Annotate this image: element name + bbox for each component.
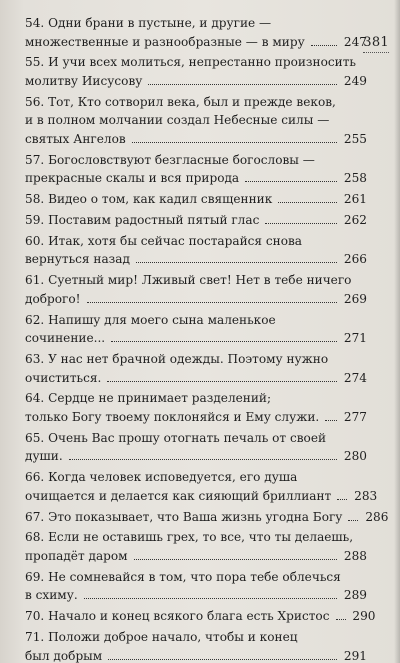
toc-entry-last-line [25,647,367,663]
toc-entry-last-line [25,487,378,506]
toc-entry-title-line: святых Ангелов [25,131,126,146]
toc-entry-title-line: 62. Напишу для моего сына маленькое [25,312,276,327]
toc-entry-title-line: 60. Итак, хотя бы сейчас постарайся снова [25,233,303,248]
toc-entry-title-line: был добрым [25,648,103,663]
toc-entry-title-line: 58. Видео о том, как кадил священник [25,192,273,207]
toc-entry-title-line: 69. Не сомневайся в том, что пора тебе облечься [25,569,341,584]
dot-leader [148,84,337,85]
dot-leader [136,262,337,263]
toc-entry [25,190,367,209]
toc-entry-page: 262 [343,212,367,227]
dot-leader [265,223,337,224]
dot-leader [348,520,358,521]
toc-entry-title-line: 61. Суетный мир! Лживый свет! Нет в тебе ничего [25,273,352,288]
toc-entry-title-line: в схиму. [25,588,78,603]
toc-entry-last-line [25,169,367,188]
dot-leader [132,142,337,143]
toc-entry-page: 286 [365,509,389,524]
dot-leader [278,202,337,203]
toc-entry-page: 290 [352,609,376,624]
toc-entry-page: 269 [343,291,367,306]
toc-entry-page: 261 [343,192,367,207]
toc-entry-title-line: очиститься. [25,370,102,385]
toc-entry-page: 249 [343,73,367,88]
toc-entry-page: 288 [343,548,367,563]
toc-entry-title-line: 56. Тот, Кто сотворил века, был и прежде веков, [25,94,336,109]
toc-entry [25,528,367,565]
toc-entry [25,568,367,605]
toc-entry-last-line [25,408,367,427]
toc-entry [25,350,367,387]
toc-entry-title-line: души. [25,449,63,464]
toc-entry [25,53,367,90]
toc-entry [25,311,367,348]
toc-entry [25,389,367,426]
toc-entry-title-line: только Богу твоему поклоняйся и Ему служи. [25,409,320,424]
toc-entry [25,468,378,505]
toc-entry [25,628,367,663]
page-number: 381 [363,35,389,50]
toc-entry-last-line [25,607,376,626]
toc-entry-title-line: молитву Иисусову [25,73,143,88]
toc-entry-page: 258 [343,171,367,186]
toc-entry-last-line [25,72,367,91]
toc-entry-page: 289 [343,588,367,603]
dot-leader [245,181,337,182]
dot-leader [337,499,347,500]
toc-entry-page: 280 [343,449,367,464]
toc-entry [25,429,367,466]
toc-entry-page: 283 [354,488,378,503]
toc-entry-page: 266 [343,252,367,267]
dot-leader [108,659,337,660]
toc-entry-last-line [25,329,367,348]
toc-entry-title-line: пропадёт даром [25,548,128,563]
toc-entry-page: 271 [343,331,367,346]
toc-entry-title-line: 55. И учи всех молиться, непрестанно произносить [25,55,356,70]
toc-entry-last-line [25,547,367,566]
toc-entry-title-line: 65. Очень Вас прошу отогнать печаль от своей [25,430,327,445]
toc-entry-last-line [25,369,367,388]
toc-entry-title-line: 67. Это показывает, что Ваша жизнь угодна Богу [25,509,343,524]
toc-entry [25,232,367,269]
toc-entry-title-line: 71. Положи доброе начало, чтобы и конец [25,630,298,645]
toc-entry-title-line: 57. Богословствуют безгласные богословы — [25,152,315,167]
toc-entry [25,93,367,149]
toc-entry-page: 291 [343,648,367,663]
toc-entry-page: 247 [343,34,367,49]
dot-leader [325,420,337,421]
toc-entry-title-line: очищается и делается как сияющий бриллиант [25,488,332,503]
toc-entry-last-line [25,447,367,466]
toc-entry-last-line [25,190,367,209]
dot-leader [311,45,337,46]
toc-entry-page: 255 [343,131,367,146]
toc-entry-title-line: сочинение... [25,331,106,346]
dot-leader [84,598,337,599]
toc-entry-title-line: прекрасные скалы и вся природа [25,171,240,186]
toc-entry-title-line: вернуться назад [25,252,130,267]
dot-leader [111,341,337,342]
toc-entry-last-line [25,211,367,230]
toc-entry-title-line: 68. Если не оставишь грех, то все, что ты делаешь, [25,530,354,545]
dot-leader [87,302,337,303]
dot-leader [134,559,337,560]
toc-entry-last-line [25,586,367,605]
toc-entry-last-line [25,508,389,527]
toc-entry-last-line [25,250,367,269]
toc-entry-title-line: 70. Начало и конец всякого блага есть Христос [25,609,330,624]
toc-entry-title-line: 63. У нас нет брачной одежды. Поэтому нужно [25,352,329,367]
toc-entry-last-line [25,33,367,52]
toc-entry-title-line: множественные и разнообразные — в миру [25,34,305,49]
page-edge-shadow [394,0,400,663]
toc-entry-page: 274 [343,370,367,385]
dot-leader [69,459,337,460]
toc-entry-title-line: 59. Поставим радостный пятый глас [25,212,260,227]
dot-leader [107,381,337,382]
toc-entry [25,14,367,51]
toc-entry [25,607,376,626]
toc-entry [25,271,367,308]
toc-entry-title-line: 66. Когда человек исповедуется, его душа [25,470,298,485]
toc-entry [25,211,367,230]
toc-entry-title-line: и в полном молчании создал Небесные силы — [25,113,330,128]
toc-entry-last-line [25,130,367,149]
toc-entry-last-line [25,290,367,309]
toc-entry-page: 277 [343,409,367,424]
toc-entry-title-line: доброго! [25,291,81,306]
toc-entry [25,508,389,527]
toc-entry [25,151,367,188]
toc-entry-title-line: 54. Одни брани в пустыне, и другие — [25,16,272,30]
dot-leader [336,619,346,620]
toc-entry-title-line: 64. Сердце не принимает разделений; [25,391,272,406]
